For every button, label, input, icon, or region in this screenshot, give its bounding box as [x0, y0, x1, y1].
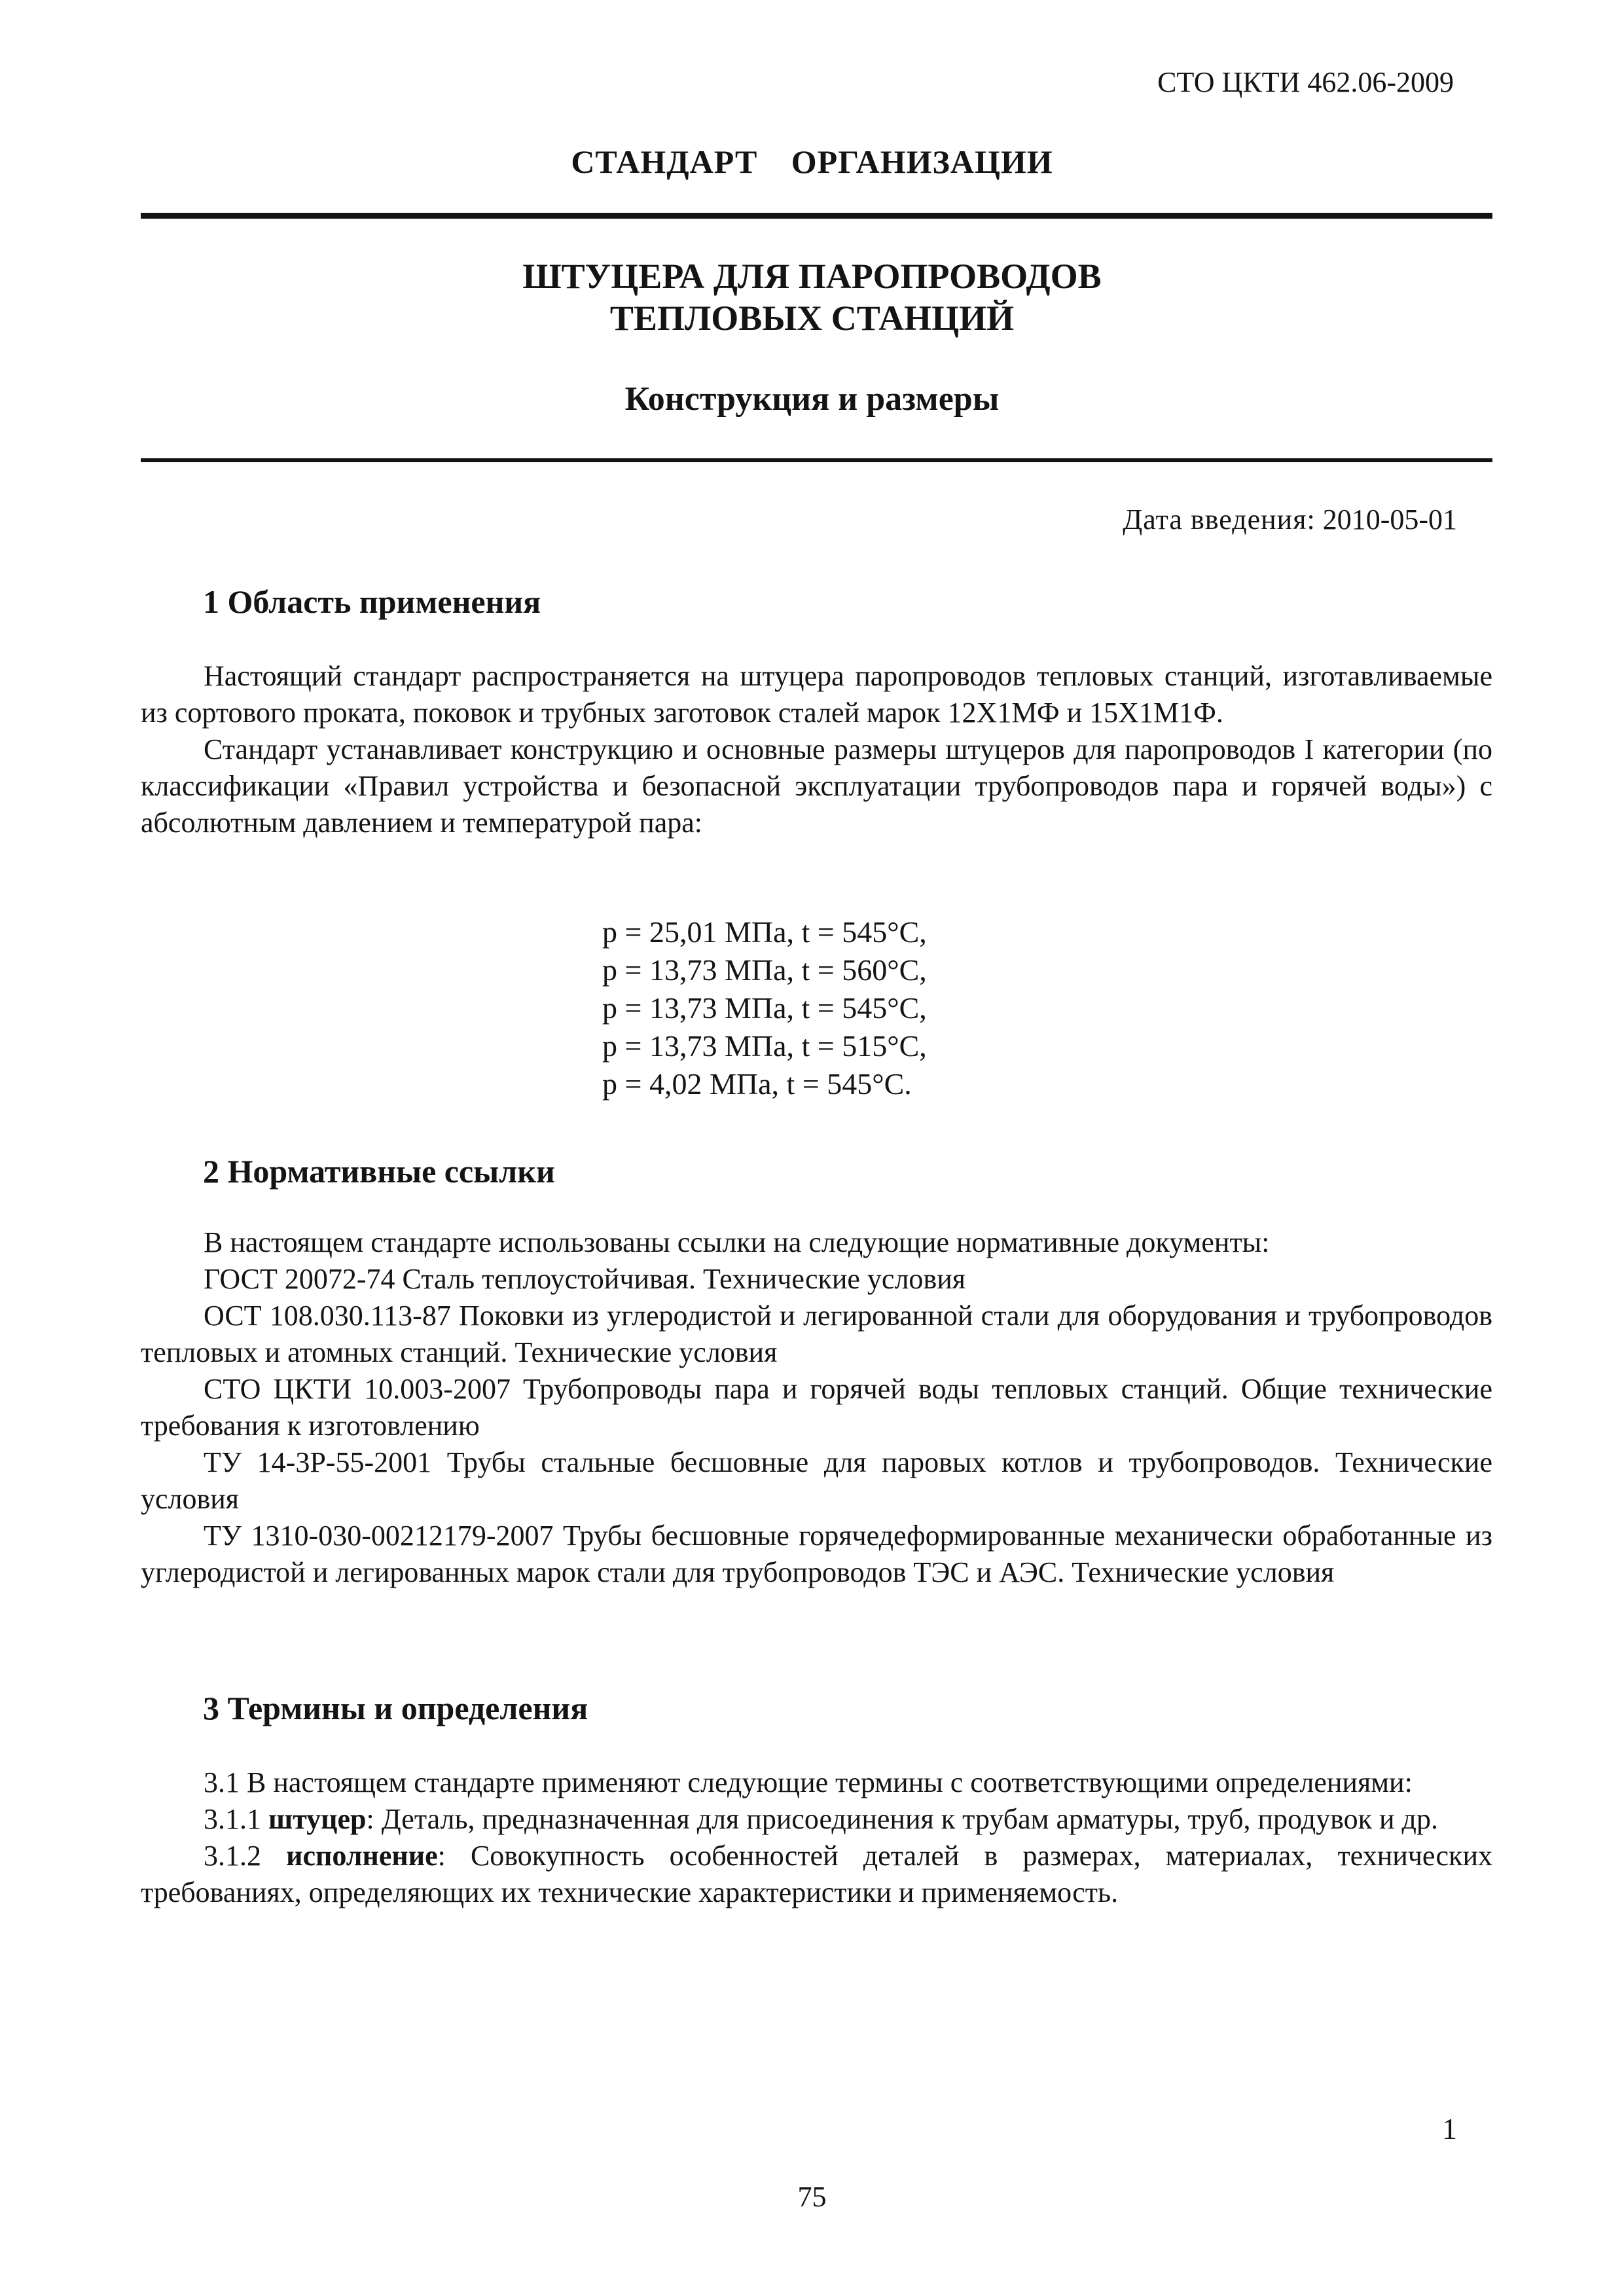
reference-item: ТУ 1310-030-00212179-2007 Трубы бесшовные горячедеформированные механически обработанные из углеродистой и легированных марок стали для трубопроводов ТЭС и АЭС. Технические условия: [141, 1520, 1492, 1588]
reference-item: ОСТ 108.030.113-87 Поковки из углеродистой и легированной стали для оборудования и трубопроводов тепловых и атомных станций. Технические условия: [141, 1300, 1492, 1368]
page-number: 1: [1442, 2112, 1457, 2145]
reference-item: ТУ 14-3Р-55-2001 Трубы стальные бесшовные для паровых котлов и трубопроводов. Технические условия: [141, 1446, 1492, 1515]
parameter-line: p = 13,73 МПа, t = 560°С,: [602, 953, 927, 987]
title-line-2: ТЕПЛОВЫХ СТАНЦИЙ: [609, 299, 1015, 338]
scope-paragraph-2: Стандарт устанавливает конструкцию и основные размеры штуцеров для паропроводов I категории (по классификации «Правил устройства и безопасной эксплуатации трубопроводов пара и горячей воды») с абсолютным давлением и температурой пара:: [141, 733, 1492, 839]
sheet-number: 75: [797, 2181, 827, 2213]
document-subtitle: Конструкция и размеры: [624, 380, 1000, 418]
term-text: : Совокупность особенностей деталей в размерах, материалах, технических требованиях, определяющих их технические характеристики и применяемость.: [141, 1840, 1493, 1908]
scope-paragraph-1: Настоящий стандарт распространяется на штуцера паропроводов тепловых станций, изготавливаемые из сортового проката, поковок и трубных заготовок сталей марок 12Х1МФ и 15Х1М1Ф.: [141, 660, 1492, 729]
reference-item: СТО ЦКТИ 10.003-2007 Трубопроводы пара и горячей воды тепловых станций. Общие технические требования к изготовлению: [141, 1373, 1492, 1442]
section-3-heading: 3 Термины и определения: [203, 1690, 588, 1726]
term-number: 3.1.2: [204, 1840, 261, 1872]
term-definition: [141, 1801, 1492, 1838]
top-divider: [141, 213, 1492, 219]
section-2-heading: 2 Нормативные ссылки: [203, 1153, 555, 1190]
parameter-line: p = 13,73 МПа, t = 515°С,: [602, 1029, 927, 1063]
term-definition: [141, 1838, 1492, 1911]
title-line-1: ШТУЦЕРА ДЛЯ ПАРОПРОВОДОВ: [522, 257, 1102, 296]
document-code: СТО ЦКТИ 462.06-2009: [1157, 66, 1454, 98]
document-title: [0, 255, 1624, 339]
references-intro: В настоящем стандарте использованы ссылки на следующие нормативные документы:: [204, 1226, 1270, 1258]
title-divider: [141, 458, 1492, 462]
term-name: исполнение: [286, 1840, 438, 1872]
section-3-body: [141, 1764, 1492, 1911]
terms-intro: 3.1 В настоящем стандарте применяют следующие термины с соответствующими определениями:: [204, 1766, 1413, 1798]
section-2-body: [141, 1224, 1492, 1591]
section-1-heading: 1 Область применения: [203, 583, 541, 620]
reference-item: ГОСТ 20072-74 Сталь теплоустойчивая. Технические условия: [204, 1263, 965, 1295]
term-text: : Деталь, предназначенная для присоединения к трубам арматуры, труб, продувок и др.: [366, 1803, 1438, 1835]
effective-date-value: 2010-05-01: [1322, 503, 1457, 536]
term-number: 3.1.1: [204, 1803, 261, 1835]
parameter-list: [602, 913, 927, 1103]
organization-heading: СТАНДАРТ ОРГАНИЗАЦИИ: [571, 143, 1053, 180]
section-1-body: [141, 658, 1492, 841]
parameter-line: p = 4,02 МПа, t = 545°С.: [602, 1067, 912, 1101]
parameter-line: p = 25,01 МПа, t = 545°С,: [602, 915, 927, 949]
effective-date-label: Дата введения:: [1123, 503, 1316, 536]
parameter-line: p = 13,73 МПа, t = 545°С,: [602, 991, 927, 1025]
term-name: штуцер: [268, 1803, 367, 1835]
effective-date: [1123, 503, 1457, 536]
